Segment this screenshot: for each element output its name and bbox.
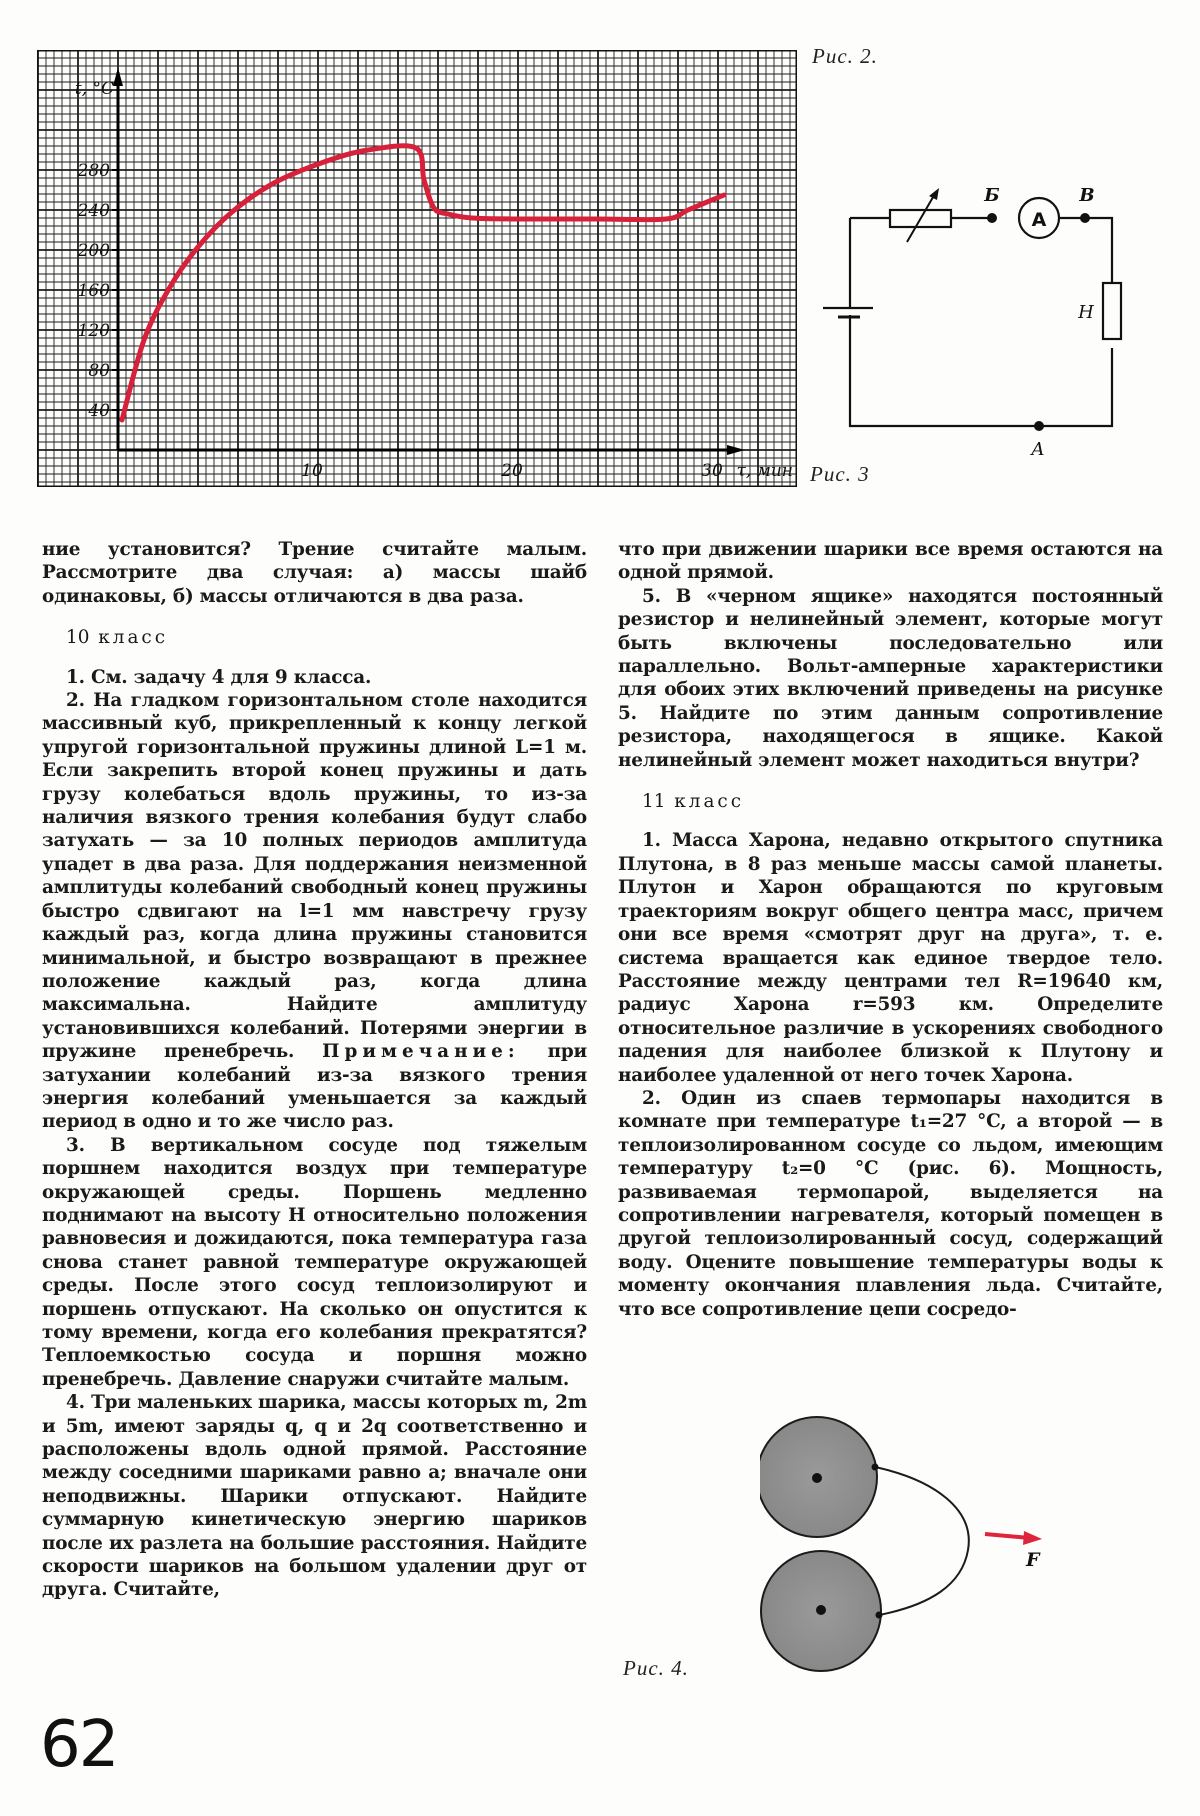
problem-number: 1. [66,666,85,688]
section-heading-number: 10 [66,627,90,649]
element-h-label: Н [1078,302,1094,323]
x-tick-label: 10 [301,461,323,481]
force-arrow [985,1534,1030,1538]
chart-ticks [77,161,723,481]
force-label: F [1026,1549,1040,1571]
node-b-dot [987,213,997,223]
page-number: 62 [40,1708,118,1782]
node-a-dot [1034,421,1044,431]
node-v-dot [1080,213,1090,223]
node-a-label: А [1031,439,1045,460]
paragraph-text: В вертикальном сосуде под тяжелым поршнем находится воздух при температуре окружающей среды. Поршень медленно поднимают на высоту H относительно положения равновесия и дожидаются, пока температура газа снова станет равной температуре окружающей среды. После этого сосуд теплоизолируют и поршень отпускают. На сколько он опустится к тому времени, когда его колебания прекратятся? Теплоемкостью сосуда и поршня можно пренебречь. Давление снаружи считайте малым. [42,1134,587,1390]
problem-paragraph [42,666,587,689]
note-text: при затухании колебаний из-за вязкого трения энергия колебаний уменьшается за каждый период в одно и то же число раз. [42,1041,588,1133]
y-tick-label: 280 [77,161,110,181]
node-v-label: В [1079,185,1095,206]
y-tick-label: 40 [88,401,110,421]
problem-number: 1. [642,830,661,852]
section-heading-number: 11 [642,791,666,813]
problem-number: 4. [66,1392,85,1414]
paragraph-text: ние установится? Трение считайте малым. Рассмотрите два случая: а) массы шайб одинаковы, б) массы отличаются в два раза. [42,539,587,607]
paragraph-text: См. задачу 4 для 9 класса. [91,666,372,688]
y-axis-label: t, °C [74,79,114,99]
note-label: Примечание: [322,1041,520,1063]
left-column [42,538,587,1602]
continued-paragraph [618,538,1163,585]
chart-frame [38,51,797,487]
chart-svg [37,50,797,487]
chart-grid [37,50,797,487]
y-axis-arrow-icon [113,68,123,86]
paragraph-text: Один из спаев термопары находится в комнате при температуре t₁=27 °C, а второй — в теплоизолированном сосуде со льдом, имеющим температуру t₂=0 °C (рис. 6). Мощность, развиваемая термопарой, выделяется на сопротивлении нагревателя, который помещен в другой теплоизолированный сосуд, содержащий воду. Оцените повышение температуры воды к моменту окончания плавления льда. Считайте, что все сопротивление цепи сосредо- [618,1087,1163,1320]
upper-disk-axis [812,1473,822,1483]
paragraph-text: что при движении шарики все время остаются на одной прямой. [618,539,1163,584]
problem-number: 2. [66,690,85,712]
problem-number: 3. [66,1134,85,1156]
section-heading-text: класс [98,627,169,649]
problem-paragraph [42,1134,587,1391]
node-b-label: Б [984,185,1000,206]
fig4-caption: Рис. 4. [623,1656,689,1680]
nonlinear-element [1103,283,1121,339]
paragraph-text: На гладком горизонтальном столе находится массивный куб, прикрепленный к концу легкой упругой горизонтальной пружины длиной L=1 м. Если закрепить второй конец пружины и дать грузу колебаться вдоль пружины, то из-за наличия вязкого трения колебания будут слабо затухать — за 10 полных периодов амплитуда упадет в два раза. Для поддержания неизменной амплитуды колебаний свободный конец пружины быстро сдвигают на l=1 мм навстречу грузу каждый раз, когда длина пружины становится минимальной, и быстро возвращают в прежнее положение каждый раз, когда длина максимальна. Найдите амплитуду установившихся колебаний. Потерями энергии в пружине пренебречь. [42,690,587,1063]
force-arrow-head-icon [1023,1531,1042,1545]
thread-attach-lower [876,1612,883,1619]
temperature-chart [37,50,797,487]
y-tick-label: 240 [77,201,110,221]
y-tick-label: 160 [77,281,110,301]
section-heading [618,790,1163,813]
circuit-diagram [800,180,1140,460]
paragraph-text: Три маленьких шарика, массы которых m, 2m и 5m, имеют заряды q, q и 2q соответственно и расположены вдоль одной прямой. Расстояние между соседними шариками равно a; вначале они неподвижны. Шарики отпускают. Найдите суммарную кинетическую энергию шариков после их разлета на большие расстояния. Найдите скорости шариков на большом удалении друг от друга. Считайте, [42,1392,587,1601]
lower-disk-axis [816,1605,826,1615]
rheostat-arrow [907,192,936,242]
continued-paragraph [42,538,587,608]
section-heading [42,626,587,649]
y-tick-label: 200 [77,241,110,261]
x-axis-label: τ, мин [736,461,793,481]
problem-paragraph [618,585,1163,772]
paragraph-text: В «черном ящике» находятся постоянный резистор и нелинейный элемент, которые могут быть включены последовательно или параллельно. Вольт-амперные характеристики для обоих этих включений приведены на рисунке 5. Найдите по этим данным сопротивление резистора, находящегося в ящике. Какой нелинейный элемент может находиться внутри? [618,585,1164,771]
x-tick-label: 30 [701,461,723,481]
problem-paragraph [42,1391,587,1602]
section-heading-text: класс [674,791,745,813]
y-tick-label: 120 [77,321,110,341]
fig3-caption: Рис. 3 [810,462,870,486]
wire [1058,218,1112,283]
problem-number: 5. [642,585,661,607]
fig2-caption: Рис. 2. [812,44,878,68]
y-tick-label: 80 [88,361,110,381]
thread-loop [875,1467,969,1615]
chart-axes [113,68,745,455]
x-tick-label: 20 [501,461,523,481]
series-line-temperature [122,146,724,420]
problem-paragraph [618,829,1163,1086]
wire [850,315,1112,426]
paragraph-text: Масса Харона, недавно открытого спутника Плутона, в 8 раз меньше массы самой планеты. Плутон и Харон обращаются по круговым траекториям вокруг общего центра масс, причем они все время «смотрят друг на друга», т. е. система вращается как единое твердое тело. Расстояние между центрами тел R=19640 км, радиус Харона r=593 км. Определите относительное различие в ускорениях свободного падения для наиболее близкой к Плутону и наиболее удаленной от него точек Харона. [618,830,1164,1086]
chart-series [122,146,724,420]
right-column [618,538,1163,1321]
ammeter-label: A [1031,209,1047,231]
problem-paragraph [42,689,587,1134]
fig4-two-disks [760,1400,1080,1690]
problem-paragraph [618,1087,1163,1321]
thread-attach-upper [872,1464,879,1471]
arrow-head-icon [929,188,939,200]
problem-number: 2. [642,1087,661,1109]
